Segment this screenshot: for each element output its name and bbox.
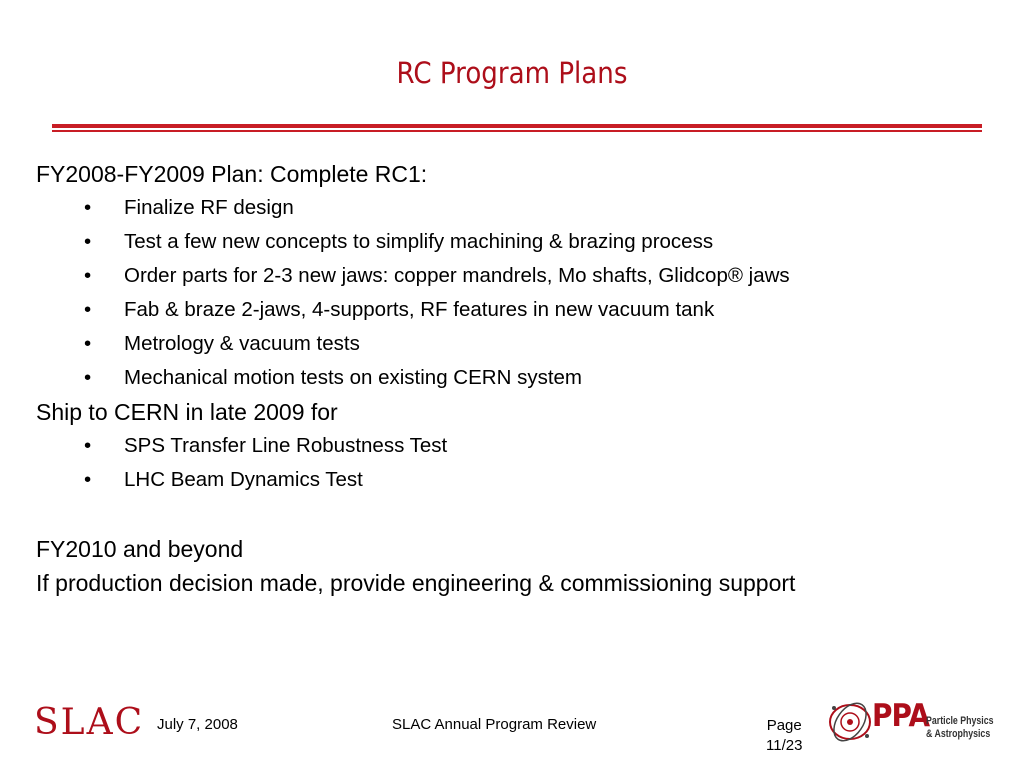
- bullet-item: [36, 429, 1006, 463]
- page-label: Page: [766, 717, 802, 734]
- bullet-icon: •: [84, 298, 92, 321]
- footer-date: July 7, 2008: [157, 716, 238, 733]
- bullet-item: [36, 327, 1006, 361]
- bullet-icon: •: [84, 468, 92, 491]
- footer-event: SLAC Annual Program Review: [392, 716, 597, 733]
- bullet-list-fy2008: [36, 191, 1006, 395]
- footer-page: [766, 716, 802, 756]
- title-rule-thin: [52, 130, 982, 132]
- bullet-text: SPS Transfer Line Robustness Test: [124, 434, 448, 457]
- bullet-item: [36, 259, 1006, 293]
- slac-logo: SLAC: [34, 702, 145, 743]
- bullet-text: Test a few new concepts to simplify machining & brazing process: [124, 230, 714, 253]
- bullet-item: [36, 225, 1006, 259]
- page-number: 11/23: [766, 737, 803, 754]
- bullet-text: Metrology & vacuum tests: [124, 332, 360, 355]
- bullet-icon: •: [84, 196, 92, 219]
- section-heading-ship: Ship to CERN in late 2009 for: [36, 399, 338, 425]
- bullet-text: Mechanical motion tests on existing CERN system: [124, 366, 583, 389]
- bullet-text: LHC Beam Dynamics Test: [124, 468, 363, 491]
- bullet-item: [36, 293, 1006, 327]
- ppa-subtitle-2: & Astrophysics: [926, 728, 991, 740]
- slide-content: [36, 157, 1006, 600]
- ppa-logo: [824, 688, 994, 758]
- closing-heading: FY2010 and beyond: [36, 536, 244, 562]
- bullet-icon: •: [84, 366, 92, 389]
- ppa-subtitle-1: Particle Physics: [926, 715, 994, 727]
- bullet-text: Finalize RF design: [124, 196, 294, 219]
- bullet-item: [36, 191, 1006, 225]
- bullet-item: [36, 463, 1006, 497]
- bullet-text: Fab & braze 2-jaws, 4-supports, RF features in new vacuum tank: [124, 298, 715, 321]
- title-rule-thick: [52, 124, 982, 128]
- bullet-icon: •: [84, 332, 92, 355]
- bullet-item: [36, 361, 1006, 395]
- ppa-letters: PPA: [872, 698, 930, 734]
- bullet-icon: •: [84, 434, 92, 457]
- spacer: [36, 497, 1006, 532]
- bullet-icon: •: [84, 264, 92, 287]
- section-heading-fy2008: FY2008-FY2009 Plan: Complete RC1:: [36, 161, 428, 187]
- bullet-text: Order parts for 2-3 new jaws: copper mandrels, Mo shafts, Glidcop® jaws: [124, 264, 790, 287]
- bullet-icon: •: [84, 230, 92, 253]
- bullet-list-ship: [36, 429, 1006, 497]
- closing-text: If production decision made, provide engineering & commissioning support: [36, 570, 796, 596]
- slide-title: RC Program Plans: [396, 56, 628, 90]
